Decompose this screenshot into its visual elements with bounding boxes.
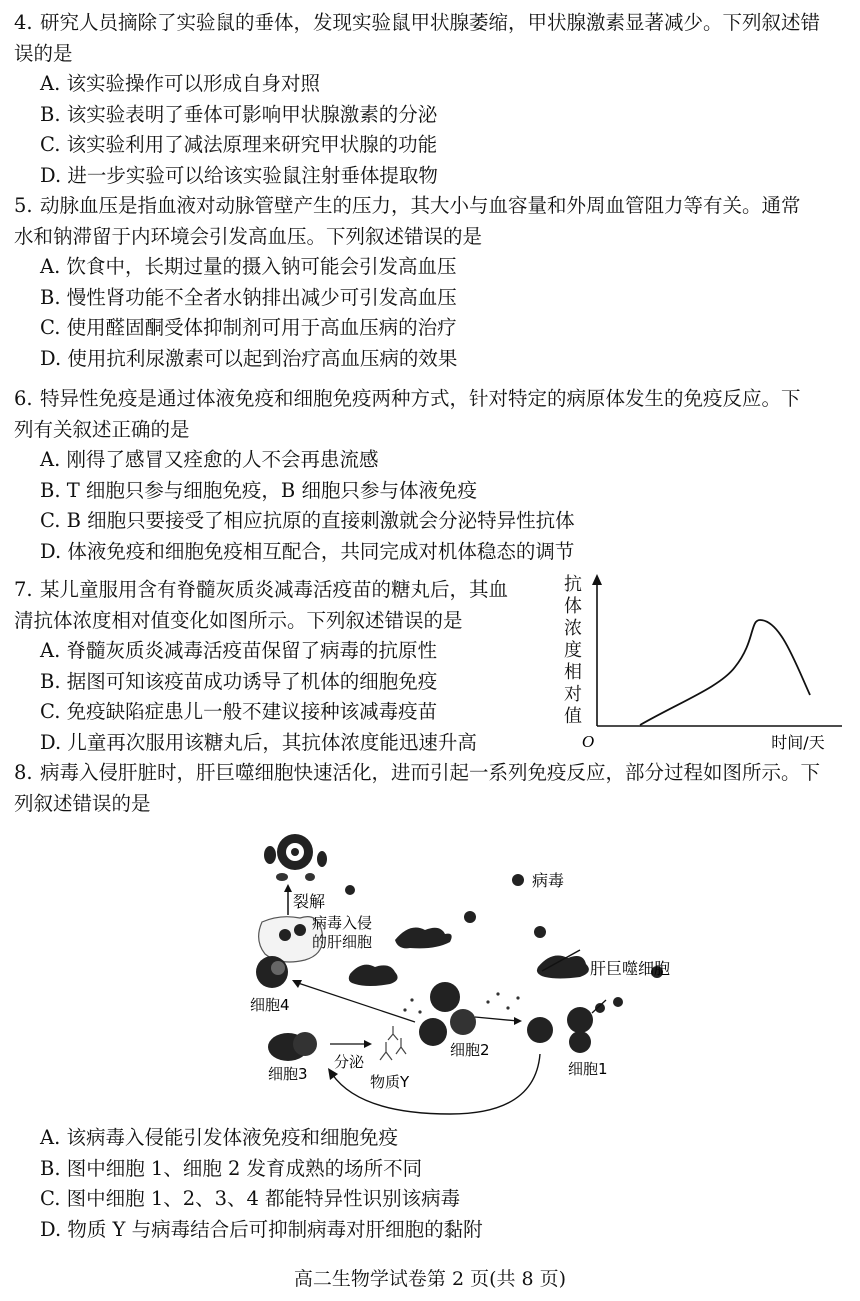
question-number: 5. xyxy=(14,194,33,217)
cell-1-b xyxy=(567,1007,593,1033)
y-axis-arrow xyxy=(592,574,602,585)
option-b: B. 图中细胞 1、细胞 2 发育成熟的场所不同 xyxy=(40,1156,423,1180)
question-stem-line1: 研究人员摘除了实验鼠的垂体，发现实验鼠甲状腺萎缩，甲状腺激素显著减少。下列叙述错 xyxy=(40,11,821,34)
option-b: B. 该实验表明了垂体可影响甲状腺激素的分泌 xyxy=(40,102,438,126)
option-a: A. 刚得了感冒又痊愈的人不会再患流感 xyxy=(40,448,379,471)
immune-diagram xyxy=(250,822,690,1117)
option-c: C. B 细胞只要接受了相应抗原的直接刺激就会分泌特异性抗体 xyxy=(40,509,575,532)
macrophage-1 xyxy=(395,928,452,949)
question-stem-line2: 误的是 xyxy=(14,41,73,65)
cell-1-c xyxy=(569,1031,591,1053)
question-6 xyxy=(14,384,844,567)
option-c: C. 该实验利用了减法原理来研究甲状腺的功能 xyxy=(40,133,438,156)
antibody-y-symbols xyxy=(380,1026,406,1060)
virus-label: 病毒 xyxy=(532,871,565,890)
question-stem-line2: 列叙述错误的是 xyxy=(14,791,151,815)
cell-2-label: 细胞2 xyxy=(450,1041,490,1059)
immune-diagram-svg xyxy=(250,822,690,1117)
question-4 xyxy=(14,8,844,191)
option-d: D. 体液免疫和细胞免疫相互配合，共同完成对机体稳态的调节 xyxy=(40,539,575,563)
lysed-cell-fragments xyxy=(264,834,327,881)
cell-2-c xyxy=(450,1009,476,1035)
option-c: C. 使用醛固酮受体抑制剂可用于高血压病的治疗 xyxy=(40,316,457,339)
x-axis-label: 时间/天 xyxy=(771,733,825,752)
question-number: 7. xyxy=(14,578,33,601)
question-stem-line1: 病毒入侵肝脏时，肝巨噬细胞快速活化，进而引起一系列免疫反应，部分过程如图所示。下 xyxy=(40,761,821,784)
option-a: A. 该实验操作可以形成自身对照 xyxy=(40,72,320,95)
cell-1-label: 细胞1 xyxy=(568,1060,608,1078)
antibody-graph-svg xyxy=(560,572,850,757)
question-number: 6. xyxy=(14,387,33,410)
cell-1-a xyxy=(527,1017,553,1043)
option-a: A. 饮食中，长期过量的摄入钠可能会引发高血压 xyxy=(40,255,457,278)
question-8-options xyxy=(14,1123,844,1245)
option-b: B. T 细胞只参与细胞免疫，B 细胞只参与体液免疫 xyxy=(40,478,477,502)
question-stem-line1: 特异性免疫是通过体液免疫和细胞免疫两种方式，针对特定的病原体发生的免疫反应。下 xyxy=(40,387,801,410)
question-stem-line1: 某儿童服用含有脊髓灰质炎减毒活疫苗的糖丸后，其血 xyxy=(40,578,509,601)
antibody-curve xyxy=(640,620,810,725)
option-c: C. 图中细胞 1、2、3、4 都能特异性识别该病毒 xyxy=(40,1187,461,1210)
question-8 xyxy=(14,758,844,819)
macrophage-2 xyxy=(349,965,398,986)
secrete-label: 分泌 xyxy=(334,1053,365,1071)
option-d: D. 使用抗利尿激素可以起到治疗高血压病的效果 xyxy=(40,346,458,370)
question-number: 4. xyxy=(14,11,33,34)
cell-4-label: 细胞4 xyxy=(250,996,290,1014)
macrophage-label: 肝巨噬细胞 xyxy=(590,959,671,978)
option-d: D. 进一步实验可以给该实验鼠注射垂体提取物 xyxy=(40,163,438,187)
question-5 xyxy=(14,191,844,374)
cell-3-label: 细胞3 xyxy=(268,1065,308,1083)
page-footer: 高二生物学试卷第 2 页(共 8 页) xyxy=(293,1268,567,1290)
option-d: D. 物质 Y 与病毒结合后可抑制病毒对肝细胞的黏附 xyxy=(40,1217,483,1241)
option-b: B. 据图可知该疫苗成功诱导了机体的细胞免疫 xyxy=(40,669,438,693)
antibody-graph xyxy=(560,572,850,757)
infected-cell-label-2: 的肝细胞 xyxy=(312,933,373,951)
cell-2-b xyxy=(419,1018,447,1046)
question-stem-line2: 列有关叙述正确的是 xyxy=(14,417,190,441)
arrow-cell2-to-cell1 xyxy=(475,1017,518,1021)
option-a: A. 脊髓灰质炎减毒活疫苗保留了病毒的抗原性 xyxy=(40,639,437,662)
lysis-label: 裂解 xyxy=(293,892,326,911)
option-c: C. 免疫缺陷症患儿一般不建议接种该减毒疫苗 xyxy=(40,700,438,723)
arrow-to-cell4 xyxy=(295,982,415,1022)
question-stem-line2: 清抗体浓度相对值变化如图所示。下列叙述错误的是 xyxy=(14,608,463,632)
infected-cell-label-1: 病毒入侵 xyxy=(312,914,373,932)
y-axis-label: 抗 体 浓 度 相 对 值 xyxy=(564,574,582,727)
question-7 xyxy=(14,575,534,758)
option-a: A. 该病毒入侵能引发体液免疫和细胞免疫 xyxy=(40,1126,398,1149)
question-stem-line1: 动脉血压是指血液对动脉管壁产生的压力，其大小与血容量和外周血管阻力等有关。通常 xyxy=(40,194,801,217)
option-b: B. 慢性肾功能不全者水钠排出减少可引发高血压 xyxy=(40,285,457,309)
origin-label: O xyxy=(581,732,595,751)
cell-2-a xyxy=(430,982,460,1012)
option-d: D. 儿童再次服用该糖丸后，其抗体浓度能迅速升高 xyxy=(40,730,477,754)
substance-y-label: 物质Y xyxy=(370,1073,410,1091)
question-number: 8. xyxy=(14,761,33,784)
question-stem-line2: 水和钠滞留于内环境会引发高血压。下列叙述错误的是 xyxy=(14,224,483,248)
